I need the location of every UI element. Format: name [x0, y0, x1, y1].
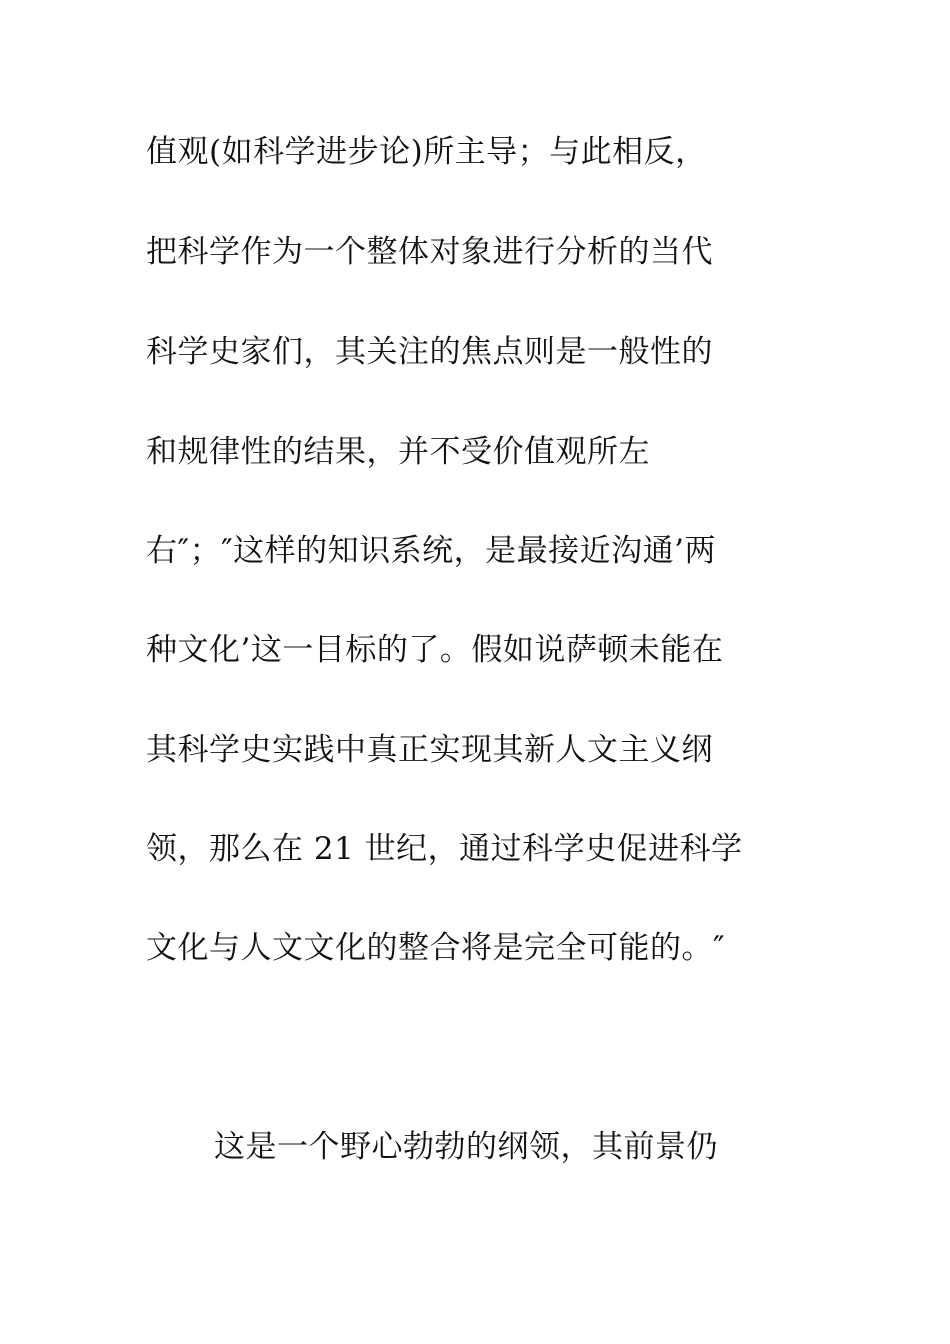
text-line: 种文化’这一目标的了。假如说萨顿未能在: [146, 632, 724, 668]
text-line: 科学史家们，其关注的焦点则是一般性的: [146, 334, 713, 370]
text-line: 其科学史实践中真正实现其新人文主义纲: [146, 732, 713, 768]
text-line: 右″；″这样的知识系统，是最接近沟通’两: [146, 533, 717, 569]
text-line: 领，那么在 21 世纪，通过科学史促进科学: [146, 831, 743, 867]
text-line: 文化与人文文化的整合将是完全可能的。″: [146, 930, 726, 966]
text-line: 和规律性的结果，并不受价值观所左: [146, 434, 650, 470]
text-line: 值观(如科学进步论)所主导；与此相反，: [146, 134, 707, 170]
paragraph-first-line: 这是一个野心勃勃的纲领，其前景仍: [214, 1129, 718, 1165]
text-line: 把科学作为一个整体对象进行分析的当代: [146, 234, 713, 270]
